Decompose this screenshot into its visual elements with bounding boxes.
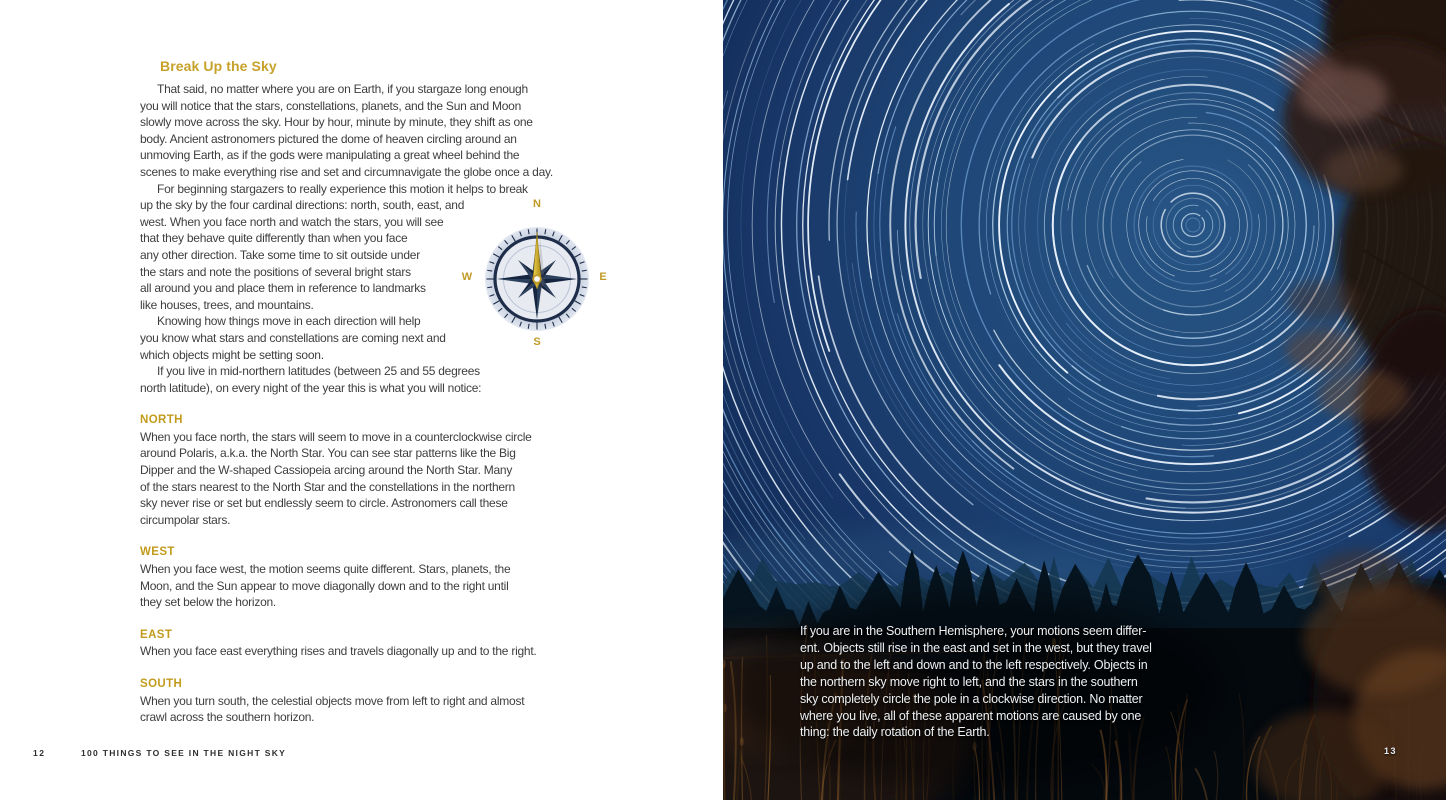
- text-line: that they behave quite differently than when you face: [140, 231, 408, 246]
- text-line: circumpolar stars.: [140, 512, 231, 527]
- text-line: you know what stars and constellations are coming next and: [140, 330, 446, 345]
- section-heading: Break Up the Sky: [160, 58, 277, 74]
- subsection-heading: SOUTH: [140, 678, 183, 690]
- text-line: you will notice that the stars, constellations, planets, and the Sun and Moon: [140, 98, 521, 113]
- running-title: 100 THINGS TO SEE IN THE NIGHT SKY: [81, 748, 287, 758]
- text-line: sky never rise or set but endlessly seem to circle. Astronomers call these: [140, 496, 508, 511]
- text-line: crawl across the southern horizon.: [140, 710, 315, 725]
- caption-line: If you are in the Southern Hemisphere, your motions seem differ-: [800, 624, 1147, 638]
- text-line: any other direction. Take some time to sit outside under: [140, 247, 420, 262]
- text-line: all around you and place them in reference to landmarks: [140, 281, 426, 296]
- subsection-text: [140, 561, 576, 611]
- text-line: the stars and note the positions of several bright stars: [140, 264, 411, 279]
- compass-label-west: W: [461, 271, 473, 283]
- text-line: unmoving Earth, as if the gods were manipulating a great wheel behind the: [140, 148, 520, 163]
- right-page: [723, 0, 1446, 800]
- caption-line: up and to the left and down and to the left respectively. Objects in: [800, 657, 1148, 672]
- text-line: scenes to make everything rise and set and circumnavigate the globe once a day.: [140, 164, 553, 179]
- text-line: When you turn south, the celestial objects move from left to right and almost: [140, 693, 525, 708]
- text-line: up the sky by the four cardinal directions: north, south, east, and: [140, 198, 465, 213]
- text-line: If you live in mid-northern latitudes (between 25 and 55 degrees: [157, 364, 480, 379]
- text-line: When you face west, the motion seems quite different. Stars, planets, the: [140, 562, 511, 577]
- caption-line: the northern sky move right to left, and the stars in the southern: [800, 674, 1138, 689]
- compass-label-east: E: [599, 271, 607, 283]
- compass-dial-icon: [472, 214, 602, 344]
- page-number: 12: [33, 748, 46, 758]
- subsection-heading: WEST: [140, 546, 175, 559]
- text-line: That said, no matter where you are on Earth, if you stargaze long enough: [157, 82, 528, 96]
- left-page-footer: [0, 748, 723, 762]
- text-line: When you face east everything rises and travels diagonally up and to the right.: [140, 644, 537, 659]
- subsection-heading: EAST: [140, 628, 173, 641]
- text-line: slowly move across the sky. Hour by hour, minute by minute, they shift as one: [140, 115, 533, 130]
- photo-caption: [800, 623, 1200, 741]
- text-line: For beginning stargazers to really experience this motion it helps to break: [157, 181, 528, 196]
- text-line: they set below the horizon.: [140, 595, 277, 610]
- compass-label-north: N: [533, 198, 541, 210]
- paragraph: [140, 363, 576, 396]
- text-line: around Polaris, a.k.a. the North Star. You can see star patterns like the Big: [140, 446, 516, 461]
- paragraph: [140, 81, 576, 181]
- text-line: body. Ancient astronomers pictured the dome of heaven circling around an: [140, 131, 517, 146]
- text-line: north latitude), on every night of the year this is what you will notice:: [140, 380, 482, 395]
- caption-line: ent. Objects still rise in the east and set in the west, but they travel: [800, 640, 1152, 655]
- compass-label-south: S: [533, 336, 541, 348]
- subsection-heading: NORTH: [140, 414, 183, 427]
- text-line: Moon, and the Sun appear to move diagonally down and to the right until: [140, 578, 509, 593]
- subsection-text: [140, 429, 576, 529]
- subsection-text: [140, 643, 576, 660]
- page-number: 13: [1384, 746, 1398, 756]
- body-copy: [140, 81, 576, 726]
- caption-line: sky completely circle the pole in a clockwise direction. No matter: [800, 691, 1143, 706]
- caption-line: thing: the daily rotation of the Earth.: [800, 725, 990, 740]
- text-line: of the stars nearest to the North Star and the constellations in the northern: [140, 479, 515, 494]
- text-line: which objects might be setting soon.: [140, 347, 324, 362]
- compass: [462, 200, 612, 352]
- subsection-text: [140, 693, 576, 726]
- text-line: like houses, trees, and mountains.: [140, 297, 314, 312]
- text-line: Dipper and the W-shaped Cassiopeia arcing around the North Star. Many: [140, 463, 513, 478]
- text-line: When you face north, the stars will seem to move in a counterclockwise circle: [140, 429, 532, 444]
- caption-line: where you live, all of these apparent motions are caused by one: [800, 708, 1142, 723]
- text-line: Knowing how things move in each direction will help: [157, 314, 421, 329]
- text-line: west. When you face north and watch the stars, you will see: [140, 214, 444, 229]
